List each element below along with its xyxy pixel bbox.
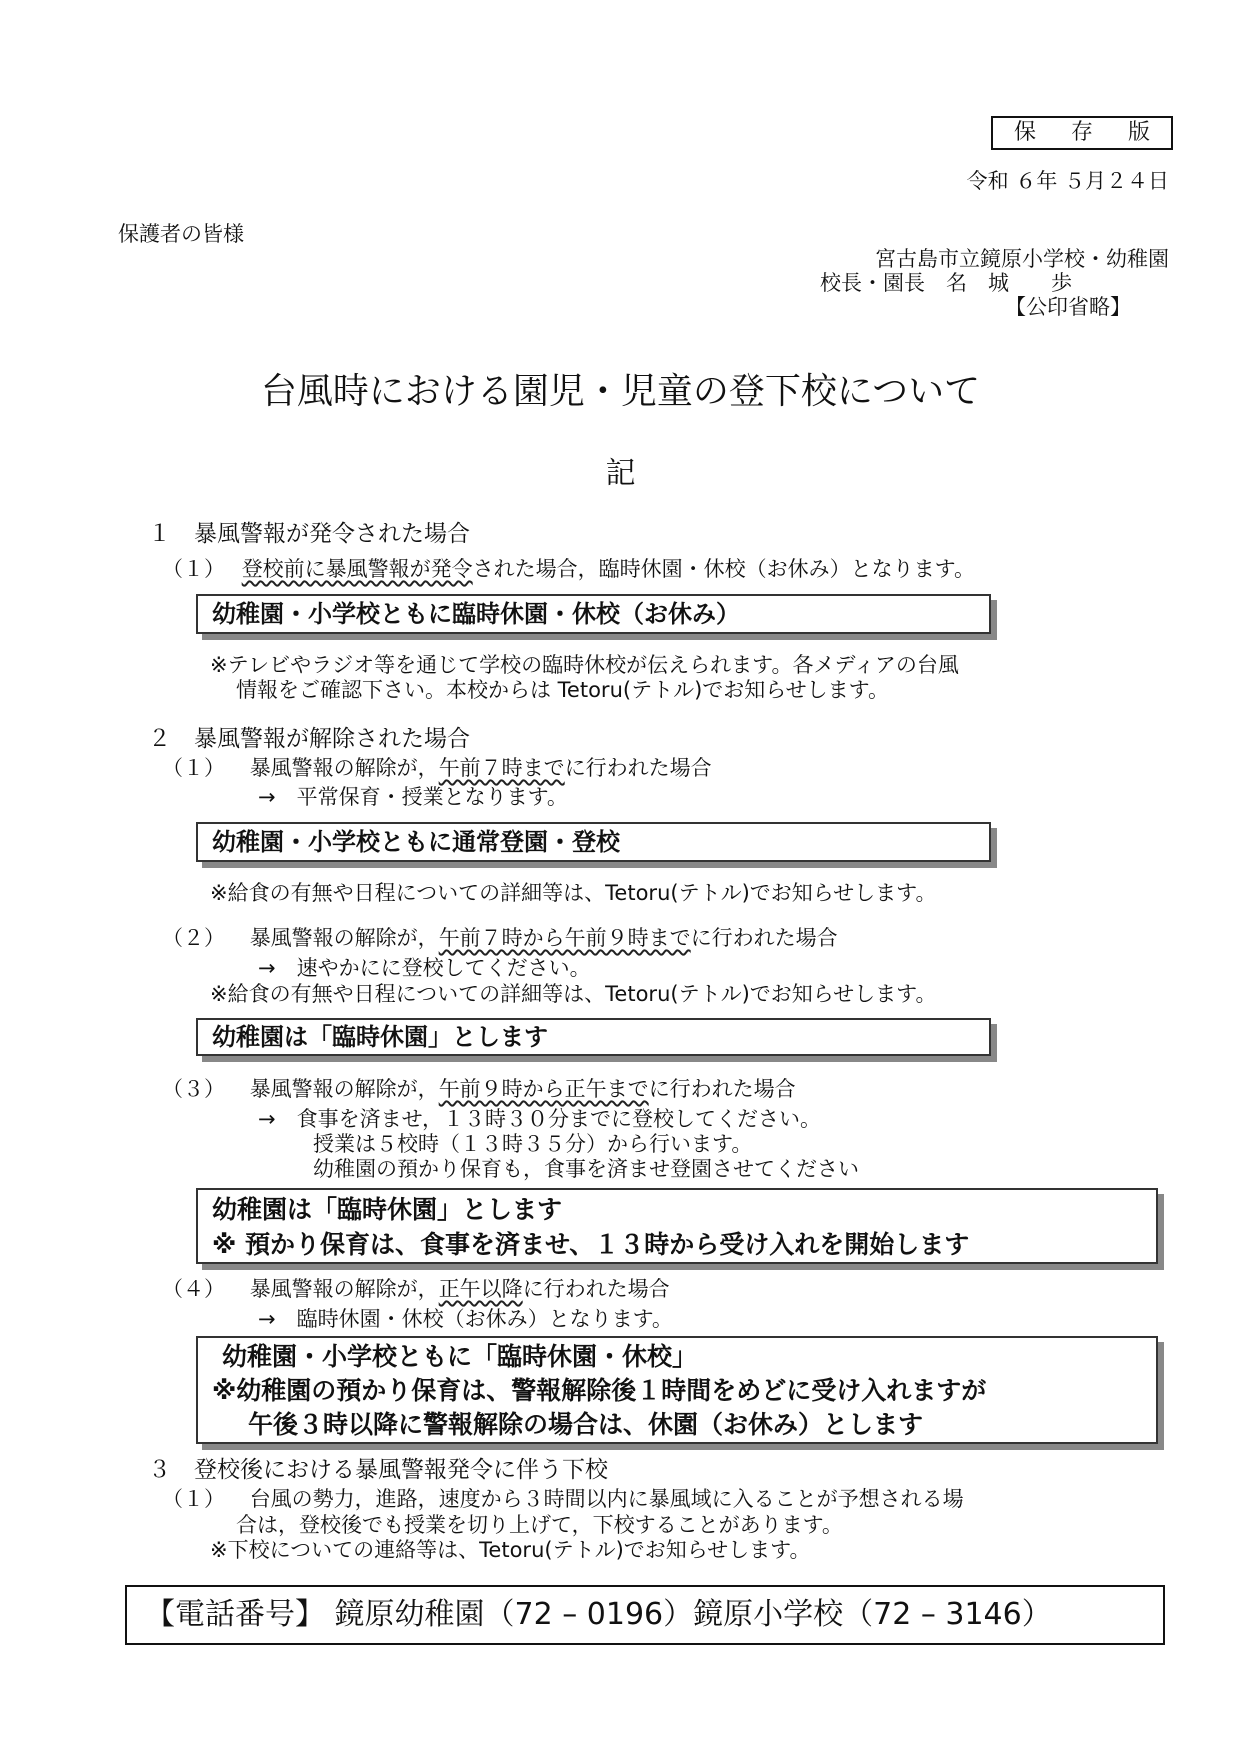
section1-heading: １ 暴風警報が発令された場合 [148, 521, 470, 547]
notice-box-line: 午後３時以降に警報解除の場合は、休園（お休み）とします [248, 1410, 924, 1439]
notice-box-line: 幼稚園・小学校ともに「臨時休園・休校」 [222, 1342, 698, 1371]
issue-date: 令和 ６年 ５月２４日 [966, 169, 1169, 193]
sender-name: 校長・園長 名 城 歩 [820, 271, 1072, 295]
item-text: に行われた場合 [564, 756, 712, 780]
section2-item4 [162, 1276, 670, 1302]
notice-box-line: 幼稚園は「臨時休園」とします [212, 1195, 563, 1224]
notice-box-closure [196, 594, 991, 634]
item-text: に行われた場合 [522, 1277, 670, 1301]
section2-item2-note: ※給食の有無や日程についての詳細等は、Tetoru(テトル)でお知らせします。 [210, 982, 937, 1006]
notice-box-kindergarten-closed [196, 1018, 991, 1056]
notice-box-after-noon [196, 1336, 1158, 1444]
notice-box-text: 幼稚園・小学校ともに臨時休園・休校（お休み） [212, 600, 740, 628]
item-text: 台風の勢力，進路，速度から３時間以内に暴風域に入ることが予想される場 [249, 1487, 964, 1511]
section2-heading: ２ 暴風警報が解除された場合 [148, 726, 470, 752]
section1-item1 [162, 556, 975, 582]
underlined-phrase: 正午以降 [438, 1277, 523, 1301]
section2-item4-result: → 臨時休園・休校（お休み）となります。 [258, 1307, 673, 1331]
item-text: された場合，臨時休園・休校（お休み）となります。 [472, 557, 976, 581]
section2-item3-result1: → 食事を済ませ，１３時３０分までに登校してください。 [258, 1107, 821, 1131]
section2-item1 [162, 755, 712, 781]
section2-item3-result3: 幼稚園の預かり保育も，食事を済ませ登園させてください [313, 1157, 859, 1181]
notice-box-line: ※幼稚園の預かり保育は、警報解除後１時間をめどに受け入れますが [212, 1376, 987, 1405]
section1-note-line1: ※テレビやラジオ等を通じて学校の臨時休校が伝えられます。各メディアの台風 [210, 653, 959, 677]
section1-note-line2: 情報をご確認下さい。本校からは Tetoru(テトル)でお知らせします。 [236, 678, 889, 702]
sender-org: 宮古島市立鏡原小学校・幼稚園 [875, 247, 1169, 271]
underlined-phrase: 午前７時まで [438, 756, 565, 780]
item-number: （１） [162, 756, 225, 780]
section2-item3 [162, 1076, 796, 1102]
section3-item1-line2: 合は，登校後でも授業を切り上げて，下校することがあります。 [236, 1513, 843, 1537]
notice-box-text: 幼稚園は「臨時休園」とします [212, 1023, 548, 1051]
notice-box-text: 幼稚園・小学校ともに通常登園・登校 [212, 828, 620, 856]
item-text: 暴風警報の解除が， [249, 1277, 439, 1301]
item-text: 暴風警報の解除が， [249, 926, 439, 950]
ki-mark: 記 [605, 456, 636, 491]
notice-box-childcare-1pm [196, 1188, 1158, 1264]
section2-item3-result2: 授業は５校時（１３時３５分）から行います。 [313, 1132, 753, 1156]
item-number: （１） [162, 1487, 225, 1511]
item-number: （１） [162, 557, 225, 581]
section2-item2 [162, 925, 838, 951]
document-title: 台風時における園児・児童の登下校について [260, 371, 981, 412]
seal-note: 【公印省略】 [1005, 295, 1131, 319]
section3-note: ※下校についての連絡等は、Tetoru(テトル)でお知らせします。 [210, 1538, 811, 1562]
addressee: 保護者の皆様 [118, 222, 244, 246]
section2-item1-result: → 平常保育・授業となります。 [258, 785, 568, 809]
item-text: 暴風警報の解除が， [249, 756, 439, 780]
underlined-phrase: 登校前に暴風警報が発令 [241, 557, 473, 581]
section3-heading: ３ 登校後における暴風警報発令に伴う下校 [148, 1457, 608, 1483]
item-text: に行われた場合 [648, 1077, 796, 1101]
section2-item1-note: ※給食の有無や日程についての詳細等は、Tetoru(テトル)でお知らせします。 [210, 881, 937, 905]
underlined-phrase: 午前７時から午前９時まで [438, 926, 691, 950]
preservation-label: 保 存 版 [991, 116, 1173, 150]
item-number: （４） [162, 1277, 225, 1301]
item-number: （３） [162, 1077, 225, 1101]
item-text: 暴風警報の解除が， [249, 1077, 439, 1101]
item-number: （２） [162, 926, 225, 950]
section3-item1-line1 [162, 1486, 964, 1512]
underlined-phrase: 午前９時から正午まで [438, 1077, 649, 1101]
item-text: に行われた場合 [690, 926, 838, 950]
phone-number-box: 【電話番号】 鏡原幼稚園（72 – 0196）鏡原小学校（72 – 3146） [125, 1585, 1165, 1645]
section2-item2-result: → 速やかにに登校してください。 [258, 956, 591, 980]
notice-box-line: ※ 預かり保育は、食事を済ませ、１３時から受け入れを開始します [212, 1230, 970, 1259]
notice-box-normal [196, 822, 991, 862]
